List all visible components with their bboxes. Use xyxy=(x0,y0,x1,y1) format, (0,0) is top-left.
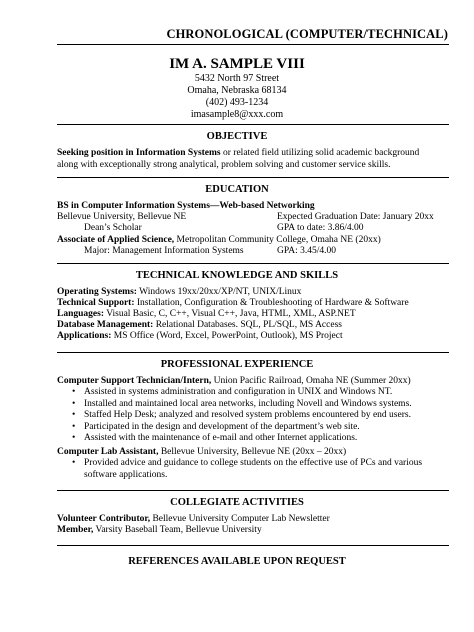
skill-label: Operating Systems: xyxy=(57,287,137,297)
list-item: • Assisted in systems administration and configuration in UNIX and Windows NT. xyxy=(72,387,442,399)
references-heading: REFERENCES AVAILABLE UPON REQUEST xyxy=(128,556,346,567)
degree-1: BS in Computer Information Systems—Web-based Networking xyxy=(57,201,315,211)
list-item: • Staffed Help Desk; analyzed and resolved system problems encountered by end users. xyxy=(72,410,442,422)
address-line-1: 5432 North 97 Street xyxy=(194,73,280,84)
job-2-org: Bellevue University, Bellevue NE (20xx – 20xx) xyxy=(158,447,347,457)
address-line-2: Omaha, Nebraska 68134 xyxy=(187,85,287,96)
job-1-duties xyxy=(72,387,442,445)
skill-label: Applications: xyxy=(57,331,112,341)
skill-value: MS Office (Word, Excel, PowerPoint, Outlook), MS Project xyxy=(111,331,343,341)
skill-label: Languages: xyxy=(57,309,104,319)
activity-label: Member, xyxy=(57,525,94,535)
activity-value: Varsity Baseball Team, Bellevue University xyxy=(93,525,262,535)
job-2-header xyxy=(57,446,346,458)
gpa-2: GPA: 3.45/4.00 xyxy=(277,246,337,256)
job-1-org: Union Pacific Railroad, Omaha NE (Summer 20xx) xyxy=(211,376,411,386)
job-2-title: Computer Lab Assistant, xyxy=(57,447,159,457)
divider-education xyxy=(57,177,449,178)
graduation-date: Expected Graduation Date: January 20xx xyxy=(277,212,434,222)
job-1-header xyxy=(57,375,411,387)
email-address: imasample8@xxx.com xyxy=(190,109,284,120)
degree-2-title: Associate of Applied Science, xyxy=(57,235,175,245)
list-item: • Assisted with the maintenance of e-mail and other Internet applications. xyxy=(72,433,442,445)
objective-line-2: along with exceptionally strong analytical, problem solving and customer service skills. xyxy=(57,160,391,170)
skills-heading: TECHNICAL KNOWLEDGE AND SKILLS xyxy=(135,270,339,281)
skill-item xyxy=(57,330,343,342)
divider-references xyxy=(57,545,449,546)
objective-heading: OBJECTIVE xyxy=(206,131,268,142)
divider-activities xyxy=(57,490,449,491)
skill-value: Relational Databases. SQL, PL/SQL, MS Access xyxy=(153,320,342,330)
divider-objective xyxy=(57,124,449,125)
header-divider xyxy=(57,44,449,45)
activity-value: Bellevue University Computer Lab Newsletter xyxy=(150,514,330,524)
candidate-name: IM A. SAMPLE VIII xyxy=(169,56,305,72)
resume-type-title: CHRONOLOGICAL (COMPUTER/TECHNICAL) xyxy=(166,27,448,41)
objective-lead: Seeking position in Information Systems xyxy=(57,148,221,158)
skill-label: Database Management: xyxy=(57,320,154,330)
phone-number: (402) 493-1234 xyxy=(205,97,269,108)
education-heading: EDUCATION xyxy=(205,184,269,195)
school-1: Bellevue University, Bellevue NE xyxy=(57,212,187,222)
divider-skills xyxy=(57,263,449,264)
objective-rest: or related field utilizing solid academic background xyxy=(220,148,420,158)
gpa-1: GPA to date: 3.86/4.00 xyxy=(277,223,364,233)
divider-experience xyxy=(57,352,449,353)
list-item: • Provided advice and guidance to college students on the effective use of PCs and various software applications. xyxy=(72,458,432,481)
experience-heading: PROFESSIONAL EXPERIENCE xyxy=(160,359,314,370)
job-2-duties xyxy=(72,458,432,481)
skill-value: Visual Basic, C, C++, Visual C++, Java, HTML, XML, ASP.NET xyxy=(103,309,356,319)
activity-label: Volunteer Contributor, xyxy=(57,514,151,524)
skill-value: Windows 19xx/20xx/XP/NT, UNIX/Linux xyxy=(136,287,302,297)
activity-item xyxy=(57,524,262,536)
list-item: • Installed and maintained local area networks, including Novell and Windows systems. xyxy=(72,399,442,411)
skill-value: Installation, Configuration & Troubleshooting of Hardware & Software xyxy=(134,298,409,308)
school-2: Metropolitan Community College, Omaha NE (20xx) xyxy=(174,235,381,245)
activities-heading: COLLEGIATE ACTIVITIES xyxy=(170,497,304,508)
major-2: Major: Management Information Systems xyxy=(84,246,244,256)
deans-scholar: Dean’s Scholar xyxy=(84,223,142,233)
list-item: • Participated in the design and development of the department’s web site. xyxy=(72,422,442,434)
job-1-title: Computer Support Technician/Intern, xyxy=(57,376,212,386)
objective-text xyxy=(57,147,449,171)
skill-label: Technical Support: xyxy=(57,298,135,308)
